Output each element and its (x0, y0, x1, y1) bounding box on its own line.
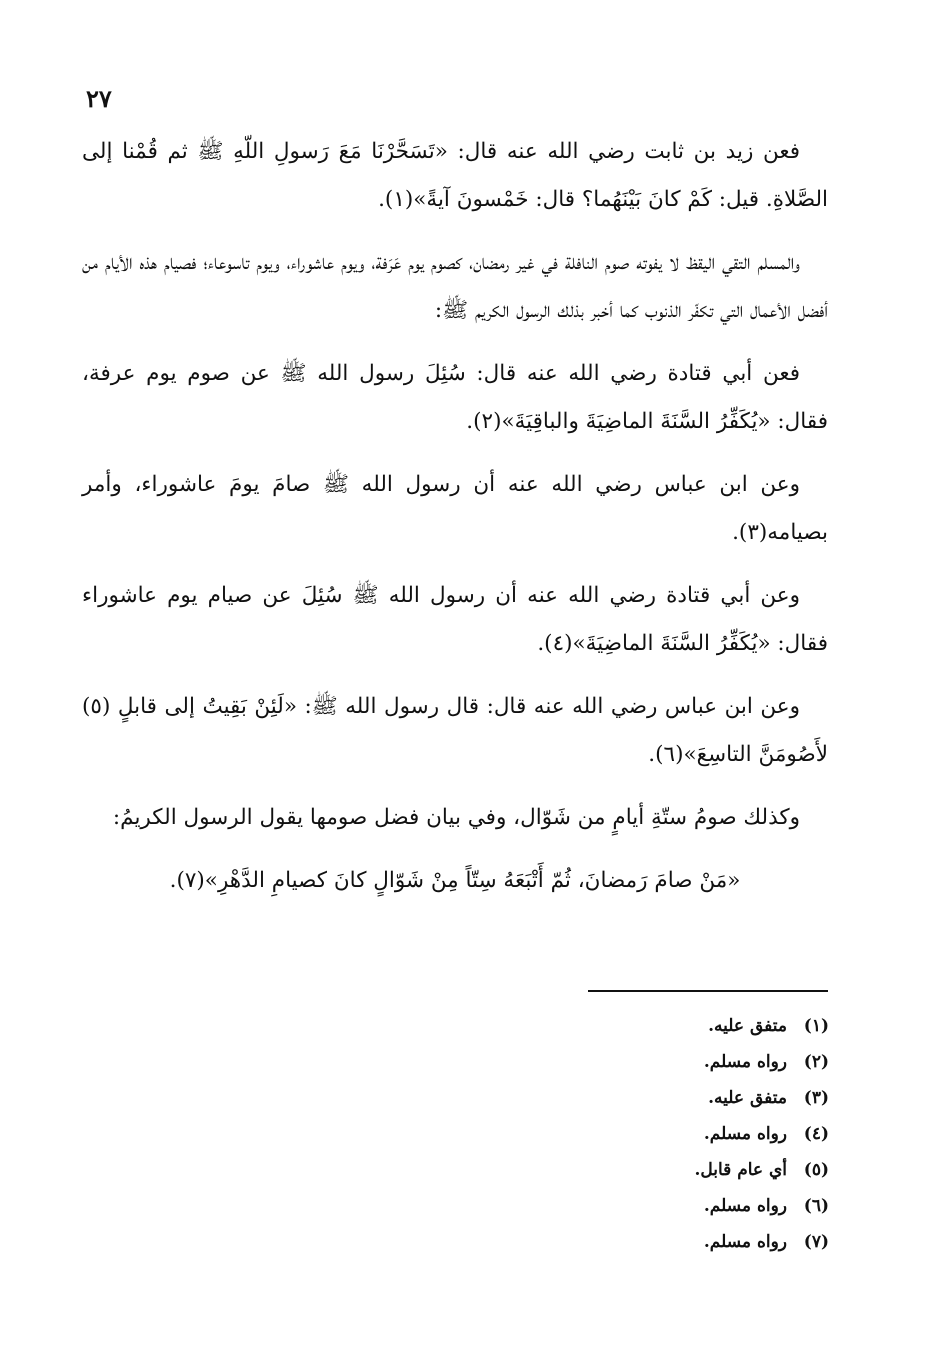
footnote-number: (٤) (803, 1124, 829, 1144)
paragraph: وعن أبي قتادة رضي الله عنه أن رسول الله ﷺ سُئِلَ عن صيام يوم عاشوراء فقال: «يُكَفِّرُ السَّنَةَ الماضِيَةَ»(٤). (82, 583, 828, 656)
footnote-text: رواه مسلم. (703, 1232, 787, 1252)
paragraph: وكذلك صومُ ستّةِ أيامٍ من شَوّال، وفي بيان فضل صومها يقول الرسول الكريمُ: (112, 805, 800, 830)
paragraph: وعن ابن عباس رضي الله عنه أن رسول الله ﷺ صامَ يومَ عاشوراء، وأمر بصيامه(٣). (82, 472, 828, 545)
footnote-separator (588, 990, 828, 992)
footnote (469, 1188, 829, 1224)
hadith-quote: «مَنْ صامَ رَمضانَ، ثُمّ أَتْبَعَهُ سِتّاً مِنْ شَوّالٍ كانَ كصيامِ الدَّهْرِ»(٧). (169, 868, 741, 893)
footnote-number: (١) (803, 1016, 829, 1036)
footnote-text: أي عام قابل. (694, 1160, 787, 1180)
footnote (469, 1044, 829, 1080)
paragraph: وعن ابن عباس رضي الله عنه قال: قال رسول الله ﷺ: «لَئِنْ بَقِيتُ إلى قابلٍ (٥) لأَصُومَنَّ التاسِعَ»(٦). (82, 694, 828, 767)
page-number: ٢٧ (86, 84, 112, 113)
paragraph: والمسلم التقي اليقظ لا يفوته صوم النافلة في غير رمضان، كصوم يوم عَرَفة، ويوم عاشوراء، ويوم تاسوعاء؛ فصيام هذه الأيام من أفضل الأعمال التي تكفّر الذنوب كما أخبر بذلك الرسول الكريم ﷺ: (82, 250, 828, 323)
footnote (469, 1080, 829, 1116)
footnote-number: (٢) (803, 1052, 829, 1072)
footnote-text: متفق عليه. (708, 1016, 787, 1036)
footnote-text: رواه مسلم. (703, 1196, 787, 1216)
footnote-text: رواه مسلم. (703, 1124, 787, 1144)
footnote (469, 1116, 829, 1152)
footnote-text: متفق عليه. (708, 1088, 787, 1108)
paragraph: فعن أبي قتادة رضي الله عنه قال: سُئِلَ رسول الله ﷺ عن صوم يوم عرفة، فقال: «يُكَفِّرُ السَّنَةَ الماضِيَةَ والباقِيَةَ»(٢). (82, 361, 828, 434)
footnote (469, 1008, 829, 1044)
body-text (82, 128, 828, 920)
footnote (469, 1152, 829, 1188)
footnote-number: (٦) (803, 1196, 829, 1216)
footnote-number: (٧) (803, 1232, 829, 1252)
paragraph: فعن زيد بن ثابت رضي الله عنه قال: «تَسَحَّرْنَا مَعَ رَسولِ اللّهِ ﷺ ثم قُمْنا إلى الصَّلاةِ. قيل: كَمْ كانَ بَيْنَهُما؟ قال: خَمْسونَ آيةً»(١). (82, 139, 828, 212)
footnote-number: (٣) (803, 1088, 829, 1108)
footnote-text: رواه مسلم. (703, 1052, 787, 1072)
footnote-number: (٥) (803, 1160, 829, 1180)
footnotes (469, 1008, 829, 1260)
footnote (469, 1224, 829, 1260)
